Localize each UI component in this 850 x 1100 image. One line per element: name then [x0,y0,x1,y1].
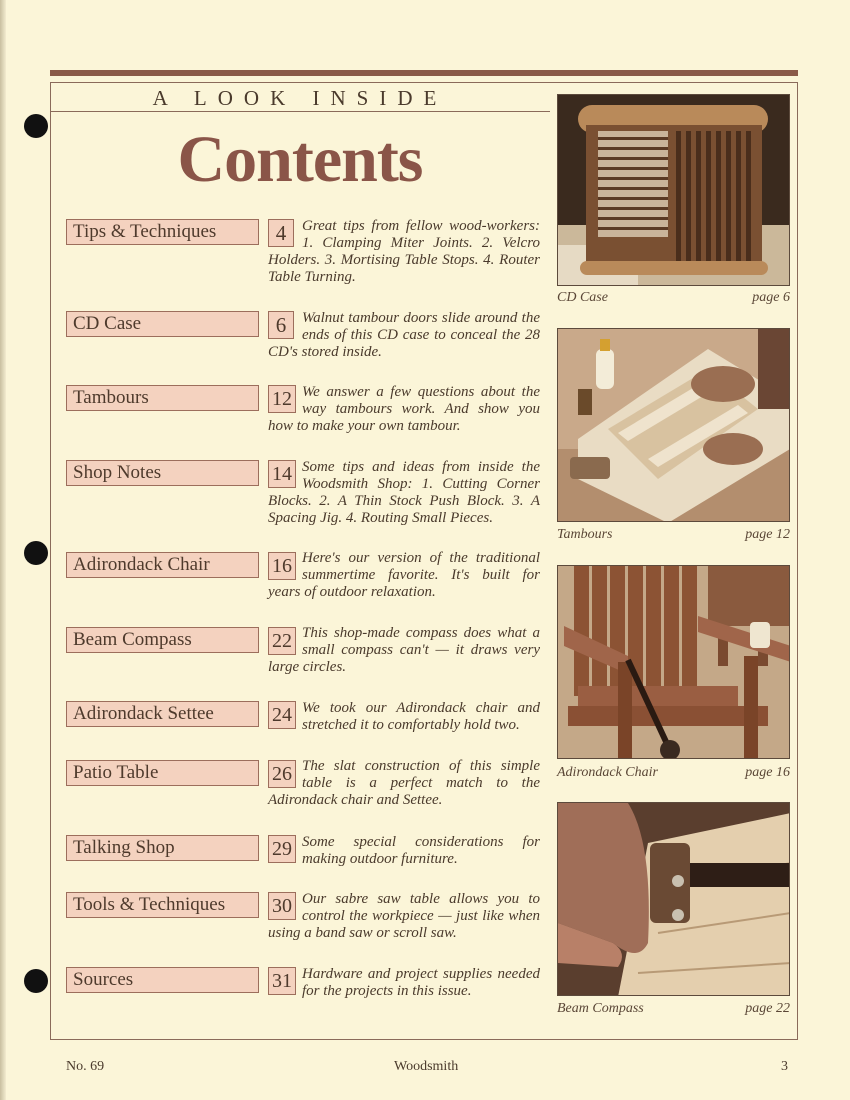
toc-page-number[interactable]: 16 [268,552,296,580]
toc-page-number[interactable]: 29 [268,835,296,863]
toc-label-beam-compass[interactable]: Beam Compass [66,627,259,653]
toc-label-tools-techniques[interactable]: Tools & Techniques [66,892,259,918]
toc-label-tambours[interactable]: Tambours [66,385,259,411]
caption-title: Beam Compass [557,1001,644,1016]
header-divider [50,111,550,112]
toc-description-text: Here's our version of the traditional summertime favorite. It's built for years of outdoor relaxation. [268,550,540,600]
toc-description [268,834,540,868]
toc-description [268,310,540,361]
page-number: 3 [781,1059,788,1074]
page-edge [0,0,6,1100]
toc-label-shop-notes[interactable]: Shop Notes [66,460,259,486]
cd-case-illustration [558,95,790,286]
toc-description [268,384,540,435]
toc-description-text: Hardware and project supplies needed for the projects in this issue. [302,966,540,999]
magazine-name: Woodsmith [394,1059,459,1074]
toc-description [268,550,540,601]
toc-label-tips-techniques[interactable]: Tips & Techniques [66,219,259,245]
toc-page-number[interactable]: 26 [268,760,296,788]
caption-page[interactable]: page 6 [752,290,790,305]
photo-tambours[interactable] [557,328,790,522]
photo-adirondack-chair[interactable] [557,565,790,759]
page-title: Contents [177,123,423,196]
toc-description-text: Great tips from fellow wood-workers: 1. Clamping Miter Joints. 2. Velcro Holders. 3. Mortising Table Stops. 4. Router Table Turning. [268,218,540,285]
toc-description-text: The slat construction of this simple table is a perfect match to the Adirondack chair and Settee. [268,758,540,808]
toc-description-text: This shop-made compass does what a small compass can't — it draws very large circles. [268,625,540,675]
toc-description-text: Our sabre saw table allows you to control the workpiece — just like when using a band saw or scroll saw. [268,891,540,941]
tambours-illustration [558,329,790,522]
top-rule [50,70,798,76]
caption-page[interactable]: page 22 [745,1001,790,1016]
binder-hole [24,114,48,138]
toc-page-number[interactable]: 4 [268,219,294,247]
adirondack-chair-illustration [558,566,790,759]
toc-page-number[interactable]: 31 [268,967,296,995]
toc-description-text: Some tips and ideas from inside the Woodsmith Shop: 1. Cutting Corner Blocks. 2. A Thin Stock Push Block. 3. A Spacing Jig. 4. Routing Small Pieces. [268,459,540,526]
toc-label-talking-shop[interactable]: Talking Shop [66,835,259,861]
toc-label-adirondack-settee[interactable]: Adirondack Settee [66,701,259,727]
caption-page[interactable]: page 12 [745,527,790,542]
toc-label-cd-case[interactable]: CD Case [66,311,259,337]
toc-description [268,758,540,809]
toc-description [268,966,540,1000]
binder-hole [24,541,48,565]
toc-page-number[interactable]: 6 [268,311,294,339]
toc-description [268,625,540,676]
toc-page-number[interactable]: 30 [268,892,296,920]
toc-page-number[interactable]: 12 [268,385,296,413]
toc-description-text: We answer a few questions about the way tambours work. And show you how to make your own tambour. [268,384,540,434]
toc-description [268,218,540,286]
issue-number: No. 69 [66,1059,105,1074]
caption-title: Adirondack Chair [557,765,658,780]
caption-title: CD Case [557,290,608,305]
toc-description [268,459,540,527]
toc-description-text: Walnut tambour doors slide around the ends of this CD case to conceal the 28 CD's stored inside. [268,310,540,360]
toc-label-patio-table[interactable]: Patio Table [66,760,259,786]
toc-page-number[interactable]: 22 [268,627,296,655]
photo-beam-compass[interactable] [557,802,790,996]
caption-page[interactable]: page 16 [745,765,790,780]
toc-description-text: We took our Adirondack chair and stretched it to comfortably hold two. [302,700,540,733]
toc-label-adirondack-chair[interactable]: Adirondack Chair [66,552,259,578]
binder-hole [24,969,48,993]
toc-page-number[interactable]: 24 [268,701,296,729]
section-kicker: A LOOK INSIDE [152,86,448,110]
toc-label-sources[interactable]: Sources [66,967,259,993]
toc-description-text: Some special considerations for making outdoor furniture. [302,834,540,867]
toc-description [268,891,540,942]
beam-compass-illustration [558,803,790,996]
photo-cd-case[interactable] [557,94,790,286]
caption-title: Tambours [557,527,613,542]
toc-page-number[interactable]: 14 [268,460,296,488]
toc-description [268,700,540,734]
